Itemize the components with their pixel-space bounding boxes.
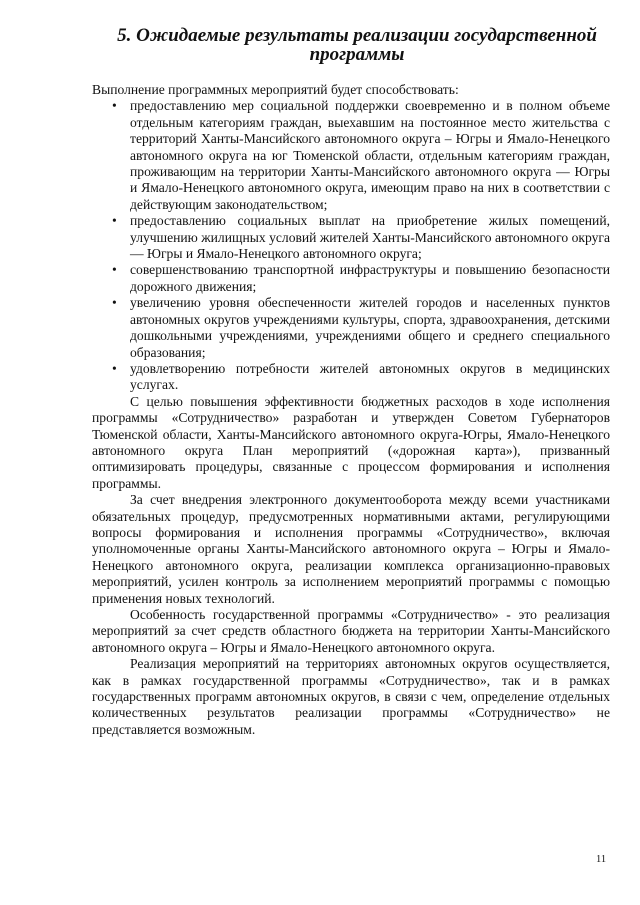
list-item-text: предоставлению мер социальной поддержки своевременно и в полном объеме отдельным категориям граждан, выехавшим на постоянное место жительства с территорий Ханты-Мансийского автономного округа – Югры и Ямало-Ненецкого автономного округа на юг Тюменской области, отдельным категориям граждан, проживающим на территории Ханты-Мансийского автономного округа — Югры и Ямало-Ненецкого автономного округа, имеющим право на них в соответствии с действующим законодательством;	[130, 98, 610, 212]
bullet-icon: •	[112, 360, 117, 376]
paragraph-feature: Особенность государственной программы «Сотрудничество» - это реализация мероприятий за счет средств областного бюджета на территории Ханты-Мансийского автономного округа – Югры и Ямало-Ненецкого автономного округа.	[92, 607, 610, 655]
list-item	[92, 98, 610, 213]
bullet-icon: •	[112, 295, 117, 311]
list-item-text: совершенствованию транспортной инфраструктуры и повышению безопасности дорожного движения;	[130, 262, 610, 294]
paragraph-edo: За счет внедрения электронного документооборота между всеми участниками обязательных процедур, предусмотренных нормативными актами, регулирующими вопросы формирования и исполнения программы «Сотрудничество», включая уполномоченные органы Ханты-Мансийского автономного округа – Югры и Ямало-Ненецкого автономного округа, реализации комплекса организационно-правовых мероприятий, усилен контроль за исполнением мероприятий программы с помощью применения новых технологий.	[92, 492, 610, 606]
bullet-icon: •	[112, 262, 117, 278]
list-item-text: удовлетворению потребности жителей автономных округов в медицинских услугах.	[130, 360, 610, 393]
document-body	[92, 82, 610, 738]
page-number: 11	[596, 854, 607, 865]
paragraph-roadmap: С целью повышения эффективности бюджетных расходов в ходе исполнения программы «Сотрудничество» разработан и утвержден Советом Губернаторов Тюменской области, Ханты-Мансийского автономного округа-Югры, Ямало-Ненецкого автономного округа План мероприятий («дорожная карта»), призванный оптимизировать процедуры, связанные с процессом формирования и исполнения программы.	[92, 393, 610, 491]
section-title: 5. Ожидаемые результаты реализации государственной программы	[117, 25, 597, 65]
list-item	[92, 213, 610, 262]
list-item-text: предоставлению социальных выплат на приобретение жилых помещений, улучшению жилищных условий жителей Ханты-Мансийского автономного округа — Югры и Ямало-Ненецкого автономного округа;	[130, 213, 610, 262]
list-item	[92, 262, 610, 295]
bullet-icon: •	[112, 98, 117, 114]
paragraph-implementation: Реализация мероприятий на территориях автономных округов осуществляется, как в рамках государственной программы «Сотрудничество», так и в рамках государственных программ автономных округов, в связи с чем, определение отдельных количественных результатов реализации программы «Сотрудничество» не представляется возможным.	[92, 656, 610, 737]
list-item	[92, 295, 610, 361]
list-item	[92, 361, 610, 394]
lead-sentence: Выполнение программных мероприятий будет способствовать:	[92, 82, 459, 97]
bullet-list	[92, 98, 610, 393]
bullet-icon: •	[112, 213, 117, 229]
list-item-text: увеличению уровня обеспеченности жителей городов и населенных пунктов автономных округов учреждениями культуры, спорта, здравоохранения, детскими дошкольными учреждениями, учреждениями общего и среднего специального образования;	[130, 295, 610, 360]
